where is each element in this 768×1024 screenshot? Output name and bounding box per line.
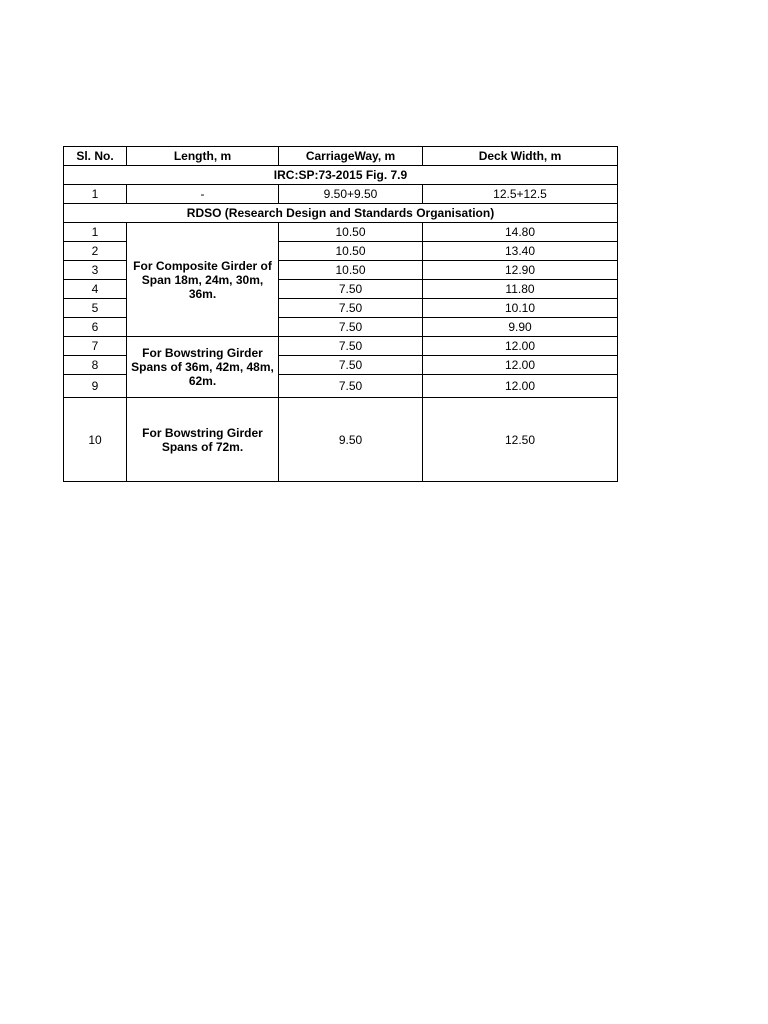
- table-row: [64, 337, 618, 356]
- cell-sl-no: 3: [64, 261, 127, 280]
- header-length: Length, m: [127, 147, 279, 166]
- rdso-section-title: RDSO (Research Design and Standards Organisation): [64, 204, 618, 223]
- cell-sl-no: 9: [64, 375, 127, 398]
- cell-sl-no: 4: [64, 280, 127, 299]
- cell-deck-width: 12.50: [423, 398, 618, 482]
- cell-deck-width: 11.80: [423, 280, 618, 299]
- header-sl-no: Sl. No.: [64, 147, 127, 166]
- table-row: [64, 185, 618, 204]
- cell-sl-no: 5: [64, 299, 127, 318]
- cell-sl-no: 1: [64, 185, 127, 204]
- cell-deck-width: 14.80: [423, 223, 618, 242]
- cell-deck-width: 12.90: [423, 261, 618, 280]
- header-carriageway: CarriageWay, m: [279, 147, 423, 166]
- table-row: [64, 223, 618, 242]
- cell-sl-no: 2: [64, 242, 127, 261]
- cell-deck-width: 13.40: [423, 242, 618, 261]
- cell-carriageway: 10.50: [279, 223, 423, 242]
- cell-carriageway: 7.50: [279, 280, 423, 299]
- header-row: [64, 147, 618, 166]
- cell-carriageway: 7.50: [279, 337, 423, 356]
- cell-deck-width: 12.00: [423, 375, 618, 398]
- cell-carriageway: 10.50: [279, 261, 423, 280]
- cell-carriageway: 9.50: [279, 398, 423, 482]
- cell-carriageway: 7.50: [279, 299, 423, 318]
- cell-carriageway: 7.50: [279, 356, 423, 375]
- cell-sl-no: 1: [64, 223, 127, 242]
- cell-sl-no: 7: [64, 337, 127, 356]
- cell-sl-no: 8: [64, 356, 127, 375]
- cell-length: -: [127, 185, 279, 204]
- cell-carriageway: 7.50: [279, 318, 423, 337]
- table-row: [64, 398, 618, 482]
- rdso-section-row: [64, 204, 618, 223]
- irc-section-title: IRC:SP:73-2015 Fig. 7.9: [64, 166, 618, 185]
- header-deck-width: Deck Width, m: [423, 147, 618, 166]
- cell-deck-width: 12.00: [423, 356, 618, 375]
- cell-carriageway: 7.50: [279, 375, 423, 398]
- cell-sl-no: 10: [64, 398, 127, 482]
- cell-length-bowstring-72m: For Bowstring Girder Spans of 72m.: [127, 398, 279, 482]
- cell-carriageway: 9.50+9.50: [279, 185, 423, 204]
- cell-deck-width: 12.00: [423, 337, 618, 356]
- cell-deck-width: 10.10: [423, 299, 618, 318]
- cell-carriageway: 10.50: [279, 242, 423, 261]
- cell-deck-width: 9.90: [423, 318, 618, 337]
- cell-length-composite-girder: For Composite Girder of Span 18m, 24m, 30m, 36m.: [127, 223, 279, 337]
- cell-deck-width: 12.5+12.5: [423, 185, 618, 204]
- cell-sl-no: 6: [64, 318, 127, 337]
- span-data-table: [63, 146, 618, 482]
- cell-length-bowstring-girder: For Bowstring Girder Spans of 36m, 42m, 48m, 62m.: [127, 337, 279, 398]
- irc-section-row: [64, 166, 618, 185]
